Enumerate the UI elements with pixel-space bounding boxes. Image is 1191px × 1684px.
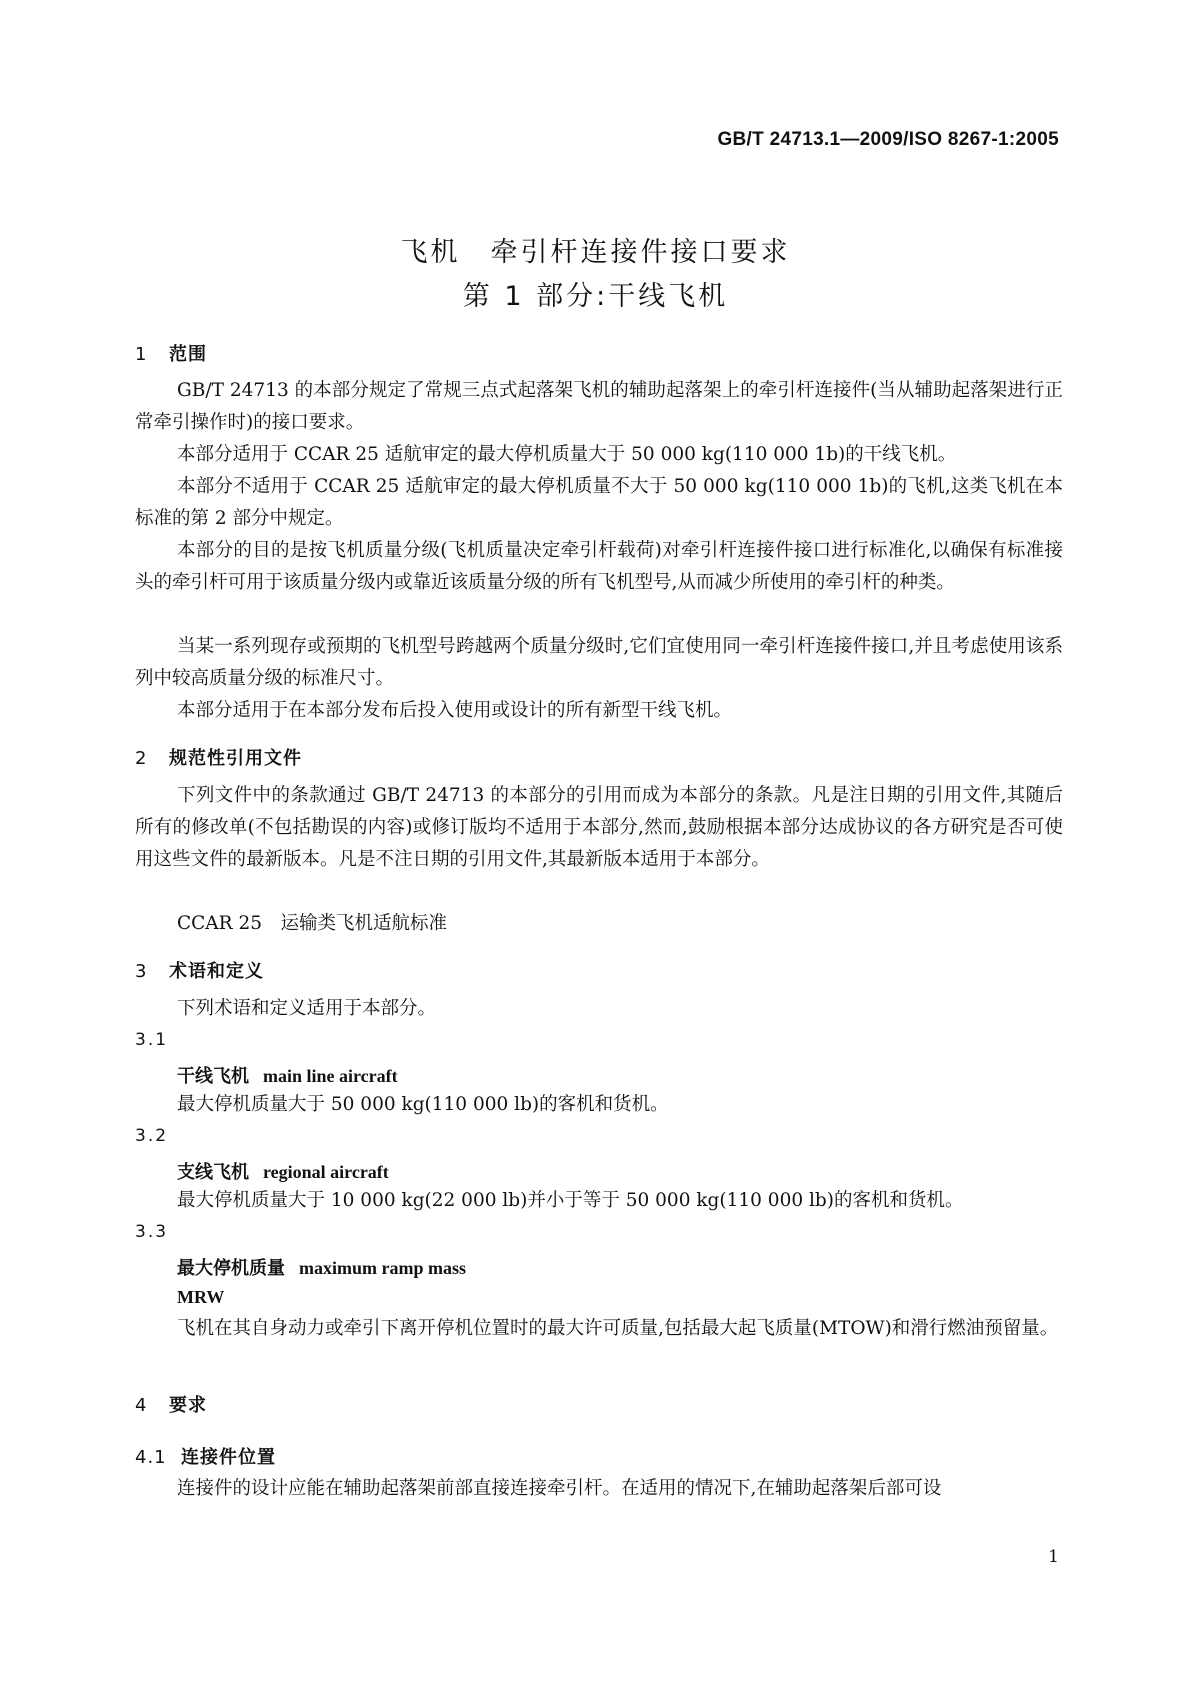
paragraph: 下列术语和定义适用于本部分。 [177, 998, 437, 1019]
page-number: 1 [1048, 1547, 1059, 1567]
normative-reference: CCAR 25 运输类飞机适航标准 [177, 913, 448, 934]
term-number: 3.3 [135, 1222, 169, 1242]
term-entry [177, 1062, 398, 1088]
paragraph: 本部分的目的是按飞机质量分级(飞机质量决定牵引杆载荷)对牵引杆连接件接口进行标准化,以确保有标准接头的牵引杆可用于该质量分级内或靠近该质量分级的所有飞机型号,从而减少所使用的牵引杆的种类。 [135, 540, 1063, 593]
term-english: main line aircraft [263, 1066, 398, 1086]
paragraph: 本部分适用于在本部分发布后投入使用或设计的所有新型干线飞机。 [177, 700, 733, 721]
section-title: 术语和定义 [169, 961, 264, 982]
section-number: 4 [135, 1395, 148, 1416]
subsection-number: 4.1 [135, 1447, 167, 1468]
term-definition: 最大停机质量大于 50 000 kg(110 000 lb)的客机和货机。 [177, 1094, 669, 1115]
document-title: 飞机 牵引杆连接件接口要求 [400, 237, 791, 268]
paragraph: GB/T 24713 的本部分规定了常规三点式起落架飞机的辅助起落架上的牵引杆连接件(当从辅助起落架进行正常牵引操作时)的接口要求。 [135, 380, 1063, 433]
standard-code: GB/T 24713.1—2009/ISO 8267-1:2005 [717, 129, 1059, 150]
term-english: maximum ramp mass [299, 1258, 466, 1278]
term-entry [177, 1158, 389, 1184]
paragraph: 下列文件中的条款通过 GB/T 24713 的本部分的引用而成为本部分的条款。凡是注日期的引用文件,其随后所有的修改单(不包括勘误的内容)或修订版均不适用于本部分,然而,鼓励根据本部分达成协议的各方研究是否可使用这些文件的最新版本。凡是不注日期的引用文件,其最新版本适用于本部分。 [135, 785, 1063, 870]
paragraph: 本部分适用于 CCAR 25 适航审定的最大停机质量大于 50 000 kg(110 000 1b)的干线飞机。 [177, 444, 957, 465]
term-definition: 最大停机质量大于 10 000 kg(22 000 lb)并小于等于 50 000 kg(110 000 lb)的客机和货机。 [177, 1190, 964, 1211]
section-title: 要求 [169, 1395, 207, 1416]
term-chinese: 支线飞机 [177, 1162, 249, 1183]
term-number: 3.2 [135, 1126, 169, 1146]
paragraph: 当某一系列现存或预期的飞机型号跨越两个质量分级时,它们宜使用同一牵引杆连接件接口,并且考虑使用该系列中较高质量分级的标准尺寸。 [135, 636, 1063, 689]
term-chinese: 干线飞机 [177, 1066, 249, 1087]
section-3-heading [135, 957, 264, 983]
section-2-heading [135, 744, 302, 770]
paragraph: 本部分不适用于 CCAR 25 适航审定的最大停机质量不大于 50 000 kg(110 000 1b)的飞机,这类飞机在本标准的第 2 部分中规定。 [135, 476, 1063, 529]
term-chinese: 最大停机质量 [177, 1258, 285, 1279]
document-subtitle: 第 1 部分:干线飞机 [462, 281, 729, 312]
section-number: 1 [135, 344, 148, 365]
term-entry [177, 1254, 466, 1280]
term-abbreviation: MRW [177, 1287, 225, 1307]
section-title: 规范性引用文件 [169, 748, 302, 769]
section-4-heading [135, 1391, 207, 1417]
section-number: 3 [135, 961, 148, 982]
subsection-title: 连接件位置 [181, 1447, 276, 1468]
paragraph: 连接件的设计应能在辅助起落架前部直接连接牵引杆。在适用的情况下,在辅助起落架后部可设 [177, 1478, 942, 1499]
subsection-4-1-heading [135, 1443, 276, 1469]
term-number: 3.1 [135, 1030, 169, 1050]
section-number: 2 [135, 748, 148, 769]
term-definition: 飞机在其自身动力或牵引下离开停机位置时的最大许可质量,包括最大起飞质量(MTOW)和滑行燃油预留量。 [177, 1318, 1059, 1339]
section-title: 范围 [169, 344, 207, 365]
section-1-heading [135, 340, 207, 366]
term-english: regional aircraft [263, 1162, 389, 1182]
